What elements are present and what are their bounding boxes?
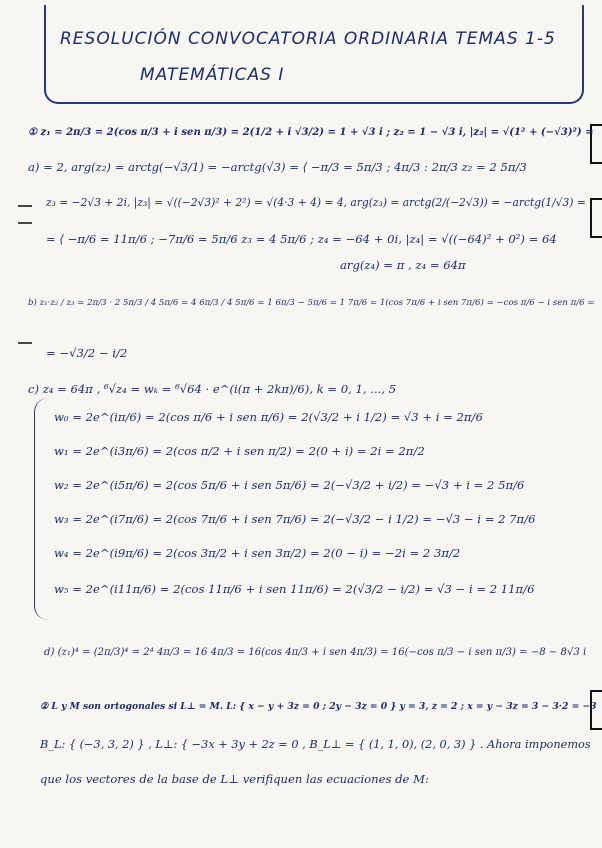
exercise-1b-line-1: b) z₁·z₂ / z₃ = 2π/3 · 2 5π/3 / 4 5π/6 = 4 6π/3 / 4 5π/6 = 1 6π/3 − 5π/6 = 1 7π/6 = 1(cos 7π/6 + i sen 7π/6) = −cos π/6 − i sen π/6 = bbox=[28, 298, 595, 308]
exercise-1-line-5: arg(z₄) = π , z₄ = 64π bbox=[340, 258, 466, 272]
root-w0: w₀ = 2e^(iπ/6) = 2(cos π/6 + i sen π/6) = 2(√3/2 + i 1/2) = √3 + i = 2π/6 bbox=[54, 410, 483, 424]
exercise-1b-line-2: = −√3/2 − i/2 bbox=[46, 346, 128, 360]
page-title: RESOLUCIÓN CONVOCATORIA ORDINARIA TEMAS 1-5 bbox=[60, 29, 556, 49]
exercise-2-line-2: B_L: { (−3, 3, 2) } , L⊥: { −3x + 3y + 2z = 0 , B_L⊥ = { (1, 1, 0), (2, 0, 3) } . Ahora imponemos bbox=[40, 738, 591, 751]
exercise-1c-line-1: c) z₄ = 64π , ⁶√z₄ = wₖ = ⁶√64 · e^(i(π + 2kπ)/6), k = 0, 1, ..., 5 bbox=[28, 382, 397, 396]
exercise-1-line-4: = ⟨ −π/6 = 11π/6 ; −7π/6 = 5π/6 z₃ = 4 5π/6 ; z₄ = −64 + 0i, |z₄| = √((−64)² + 0²) = 64 bbox=[46, 232, 557, 246]
root-w3: w₃ = 2e^(i7π/6) = 2(cos 7π/6 + i sen 7π/6) = 2(−√3/2 − i 1/2) = −√3 − i = 2 7π/6 bbox=[54, 512, 536, 526]
margin-mark bbox=[590, 198, 602, 238]
root-w4: w₄ = 2e^(i9π/6) = 2(cos 3π/2 + i sen 3π/2) = 2(0 − i) = −2i = 2 3π/2 bbox=[54, 546, 461, 560]
root-w1: w₁ = 2e^(i3π/6) = 2(cos π/2 + i sen π/2) = 2(0 + i) = 2i = 2π/2 bbox=[54, 444, 425, 458]
exercise-2-line-3: que los vectores de la base de L⊥ verifiquen las ecuaciones de M: bbox=[40, 772, 429, 786]
exercise-1d-line: d) (z₁)⁴ = (2π/3)⁴ = 2⁴ 4π/3 = 16 4π/3 = 16(cos 4π/3 + i sen 4π/3) = 16(−cos π/3 − i sen π/3) = −8 − 8√3 i bbox=[44, 647, 587, 658]
margin-dash bbox=[18, 222, 32, 224]
exercise-1-line-1: ① z₁ = 2π/3 = 2(cos π/3 + i sen π/3) = 2(1/2 + i √3/2) = 1 + √3 i ; z₂ = 1 − √3 i, |z₂| = √(1² + (−√3)²) = bbox=[28, 127, 594, 138]
root-w5: w₅ = 2e^(i11π/6) = 2(cos 11π/6 + i sen 11π/6) = 2(√3/2 − i/2) = √3 − i = 2 11π/6 bbox=[54, 582, 535, 596]
header-box bbox=[44, 5, 584, 104]
system-brace bbox=[34, 398, 49, 620]
margin-dash bbox=[18, 205, 32, 207]
page-subtitle: MATEMÁTICAS I bbox=[140, 65, 285, 85]
exercise-1-line-3: z₃ = −2√3 + 2i, |z₃| = √((−2√3)² + 2²) = √(4·3 + 4) = 4, arg(z₃) = arctg(2/(−2√3)) = −arctg(1/√3) = bbox=[46, 196, 586, 209]
root-w2: w₂ = 2e^(i5π/6) = 2(cos 5π/6 + i sen 5π/6) = 2(−√3/2 + i/2) = −√3 + i = 2 5π/6 bbox=[54, 478, 525, 492]
margin-dash bbox=[18, 342, 32, 344]
exercise-1-line-2: a) = 2, arg(z₂) = arctg(−√3/1) = −arctg(√3) = ⟨ −π/3 = 5π/3 ; 4π/3 : 2π/3 z₂ = 2 5π/3 bbox=[28, 160, 527, 174]
exercise-2-line-1: ② L y M son ortogonales si L⊥ = M. L: { x − y + 3z = 0 ; 2y − 3z = 0 } y = 3, z = 2 ; x = y − 3z = 3 − 3·2 = −3 bbox=[40, 701, 597, 712]
